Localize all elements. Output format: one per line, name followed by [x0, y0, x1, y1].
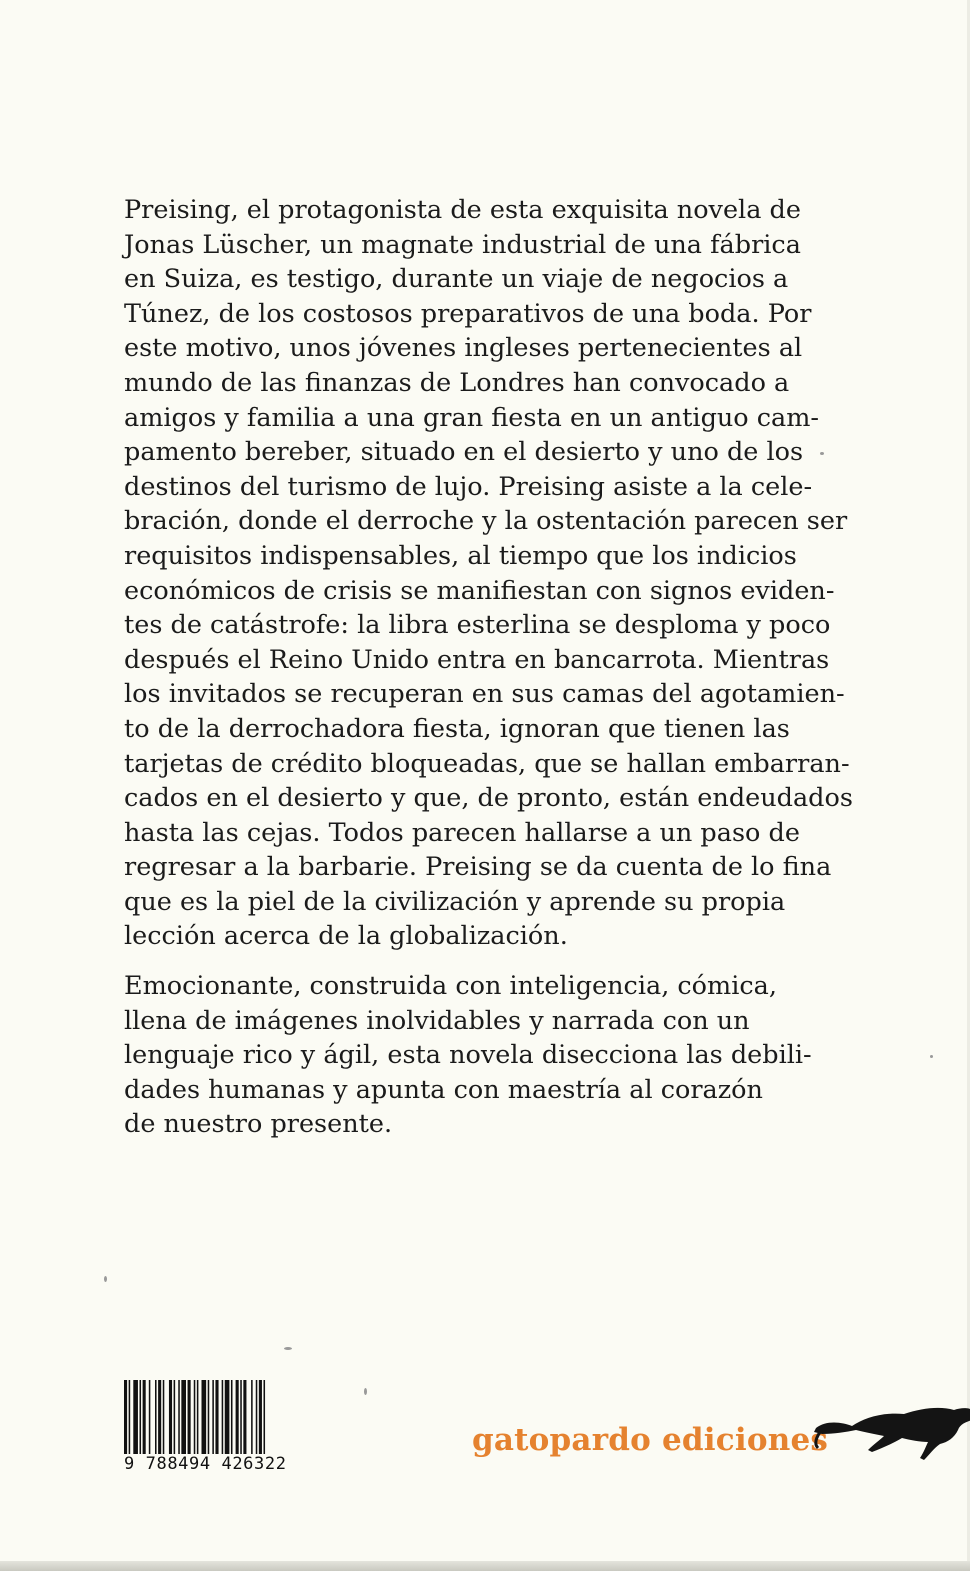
paper-speck: [284, 1347, 292, 1350]
text-line: destinos del turismo de lujo. Preising asiste a la cele-: [124, 471, 813, 502]
text-line: requisitos indispensables, al tiempo que los indicios: [124, 540, 797, 571]
text-line: económicos de crisis se manifiestan con signos eviden-: [124, 575, 835, 606]
text-line: tarjetas de crédito bloqueadas, que se hallan embarran-: [124, 748, 850, 779]
leaping-cheetah-icon: [812, 1398, 970, 1462]
text-line: Emocionante, construida con inteligencia, cómica,: [124, 971, 777, 1002]
text-line: bración, donde el derroche y la ostentación parecen ser: [124, 506, 848, 537]
paper-speck: [104, 1276, 107, 1282]
text-line: Preising, el protagonista de esta exquisita novela de: [124, 195, 801, 225]
text-line: to de la derrochadora fiesta, ignoran que tienen las: [124, 713, 790, 744]
text-line: amigos y familia a una gran fiesta en un antiguo cam-: [124, 402, 820, 433]
publisher-name: gatopardo ediciones: [472, 1422, 829, 1458]
text-line: regresar a la barbarie. Preising se da cuenta de lo fina: [124, 852, 832, 883]
text-line: que es la piel de la civilización y aprende su propia: [124, 886, 786, 917]
paper-speck: [930, 1055, 933, 1058]
paper-speck: [820, 452, 824, 455]
text-line: mundo de las finanzas de Londres han convocado a: [124, 367, 790, 398]
text-line: dades humanas y apunta con maestría al corazón: [124, 1074, 763, 1105]
synopsis-text: [124, 193, 853, 1142]
text-line: cados en el desierto y que, de pronto, están endeudados: [124, 783, 853, 814]
text-line: tes de catástrofe: la libra esterlina se desploma y poco: [124, 610, 831, 641]
text-line: después el Reino Unido entra en bancarrota. Mientras: [124, 644, 830, 675]
isbn-barcode: [124, 1380, 316, 1474]
text-line: de nuestro presente.: [124, 1109, 393, 1140]
text-line: lección acerca de la globalización.: [124, 921, 568, 952]
synopsis-paragraph-1: [124, 193, 853, 954]
text-line: Túnez, de los costosos preparativos de una boda. Por: [124, 298, 812, 329]
text-line: este motivo, unos jóvenes ingleses pertenecientes al: [124, 333, 803, 364]
isbn-number: 9 788494 426322: [124, 1454, 287, 1474]
text-line: pamento bereber, situado en el desierto y uno de los: [124, 437, 804, 468]
text-line: llena de imágenes inolvidables y narrada con un: [124, 1005, 750, 1036]
text-line: lenguaje rico y ágil, esta novela disecciona las debili-: [124, 1040, 812, 1071]
text-line: en Suiza, es testigo, durante un viaje de negocios a: [124, 264, 789, 295]
text-line: Jonas Lüscher, un magnate industrial de una fábrica: [124, 229, 801, 260]
text-line: hasta las cejas. Todos parecen hallarse a un paso de: [124, 817, 800, 848]
paper-speck: [364, 1388, 367, 1395]
synopsis-paragraph-2: [124, 969, 824, 1142]
text-line: los invitados se recuperan en sus camas del agotamien-: [124, 679, 845, 710]
barcode-bars: [124, 1380, 312, 1454]
page-shadow: [0, 1561, 970, 1571]
